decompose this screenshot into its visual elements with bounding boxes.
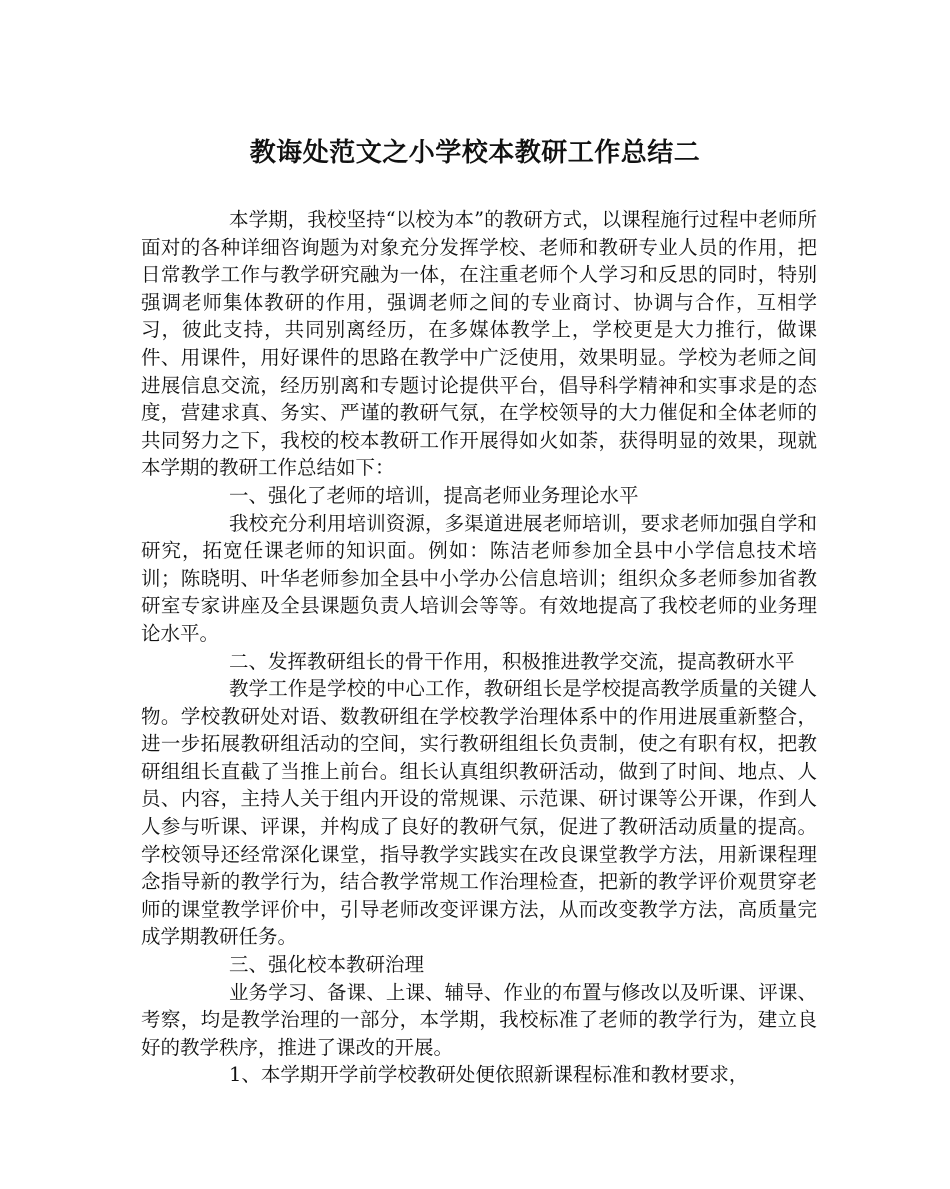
paragraph-intro: 本学期，我校坚持“以校为本”的教研方式，以课程施行过程中老师所面对的各种详细咨询题为对象充分发挥学校、老师和教研专业人员的作用，把日常教学工作与教学研究融为一体，在注重老师个人学习和反思的同时，特别强调老师集体教研的作用，强调老师之间的专业商讨、协调与合作，互相学习，彼此支持，共同别离经历，在多媒体教学上，学校更是大力推行，做课件、用课件，用好课件的思路在教学中广泛使用，效果明显。学校为老师之间进展信息交流，经历别离和专题讨论提供平台，倡导科学精神和实事求是的态度，营建求真、务实、严谨的教研气氛，在学校领导的大力催促和全体老师的共同努力之下，我校的校本教研工作开展得如火如荼，获得明显的效果，现就本学期的教研工作总结如下： [141,208,817,480]
paragraph-section-1: 我校充分利用培训资源，多渠道进展老师培训，要求老师加强自学和研究，拓宽任课老师的知识面。例如：陈洁老师参加全县中小学信息技术培训；陈晓明、叶华老师参加全县中小学办公信息培训；组织众多老师参加省教研室专家讲座及全县课题负责人培训会等等。有效地提高了我校老师的业务理论水平。 [141,511,817,645]
paragraph-section-3: 业务学习、备课、上课、辅导、作业的布置与修改以及听课、评课、考察，均是教学治理的一部分，本学期，我校标准了老师的教学行为，建立良好的教学秩序，推进了课改的开展。 [141,980,817,1059]
paragraph-section-2: 教学工作是学校的中心工作，教研组长是学校提高教学质量的关键人物。学校教研处对语、数教研组在学校教学治理体系中的作用进展重新整合，进一步拓展教研组活动的空间，实行教研组组长负责制，使之有职有权，把教研组组长直截了当推上前台。组长认真组织教研活动，做到了时间、地点、人员、内容，主持人关于组内开设的常规课、示范课、研讨课等公开课，作到人人参与听课、评课，并构成了良好的教研气氛，促进了教研活动质量的提高。学校领导还经常深化课堂，指导教学实践实在改良课堂教学方法，用新课程理念指导新的教学行为，结合教学常规工作治理检查，把新的教学评价观贯穿老师的课堂教学评价中，引导老师改变评课方法，从而改变教学方法，高质量完成学期教研任务。 [141,677,817,949]
document-title: 教诲处范文之小学校本教研工作总结二 [249,138,701,168]
section-heading-1: 一、强化了老师的培训，提高老师业务理论水平 [229,483,639,507]
paragraph-item-1: 1、本学期开学前学校教研处便依照新课程标准和教材要求， [229,1063,749,1087]
section-heading-2: 二、发挥教研组长的骨干作用，积极推进教学交流，提高教研水平 [229,649,795,673]
section-heading-3: 三、强化校本教研治理 [229,953,425,977]
document-body [141,206,817,1089]
